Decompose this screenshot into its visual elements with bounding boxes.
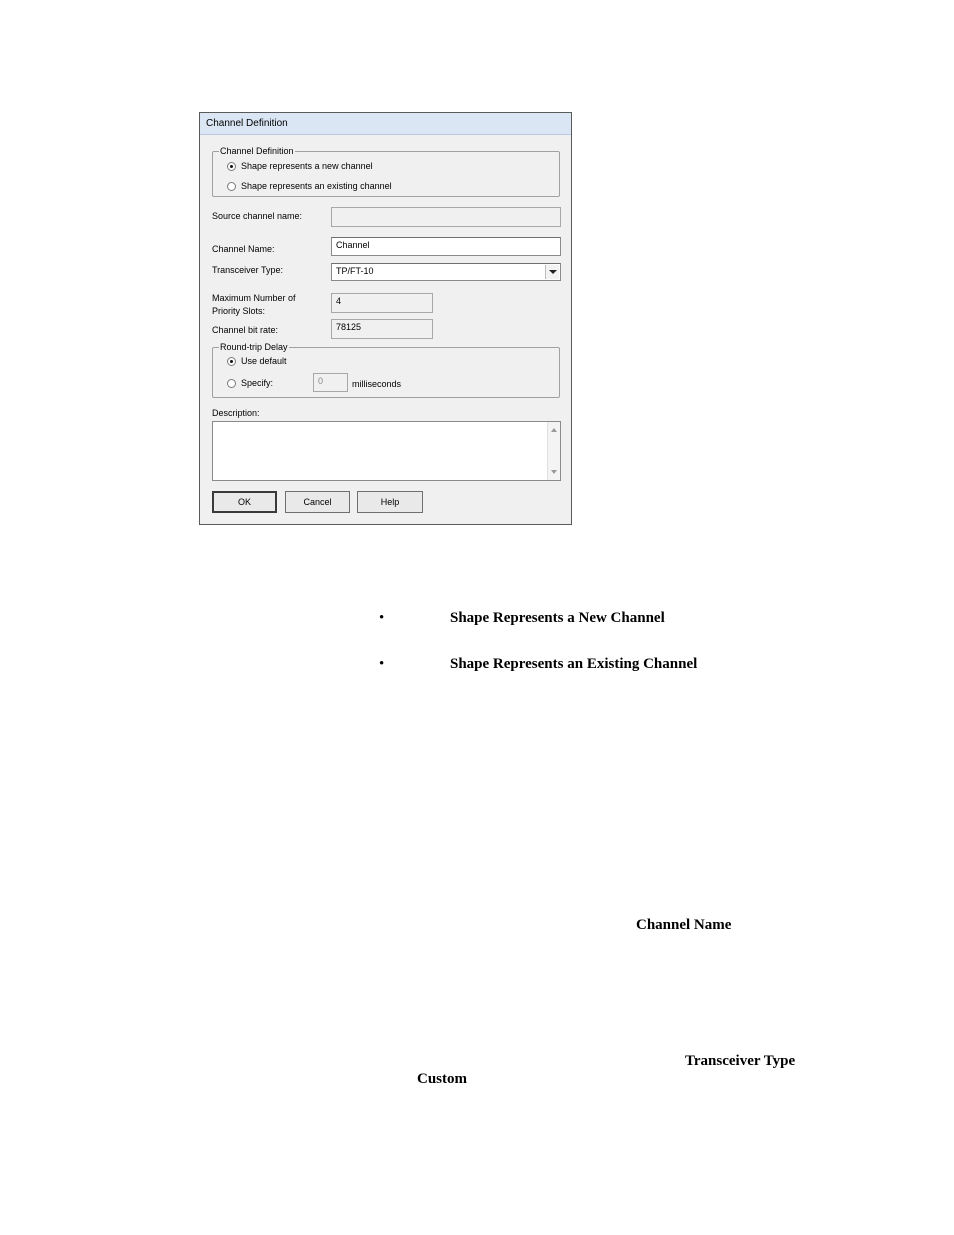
use-default-radio[interactable] xyxy=(227,357,236,366)
source-channel-input[interactable] xyxy=(331,207,561,227)
term-channel-name: Channel Name xyxy=(636,917,732,933)
max-priority-input[interactable]: 4 xyxy=(331,293,433,313)
dropdown-arrow-icon[interactable] xyxy=(545,265,559,279)
dialog-titlebar[interactable] xyxy=(200,113,571,135)
specify-delay-input[interactable]: 0 xyxy=(313,373,348,392)
bullet-existing-channel: Shape Represents an Existing Channel xyxy=(450,656,698,672)
channel-definition-legend: Channel Definition xyxy=(220,146,294,156)
existing-channel-label[interactable]: Shape represents an existing channel xyxy=(241,181,392,191)
transceiver-type-value: TP/FT-10 xyxy=(336,266,374,276)
new-channel-radio[interactable] xyxy=(227,162,236,171)
channel-name-label: Channel Name: xyxy=(212,244,275,254)
ok-button[interactable]: OK xyxy=(212,491,277,513)
bit-rate-input[interactable]: 78125 xyxy=(331,319,433,339)
max-priority-label-line1: Maximum Number of xyxy=(212,293,296,303)
transceiver-type-select[interactable] xyxy=(331,263,561,281)
channel-name-input[interactable]: Channel xyxy=(331,237,561,256)
round-trip-delay-legend: Round-trip Delay xyxy=(220,342,288,352)
term-custom: Custom xyxy=(417,1071,468,1087)
bullet-2-icon: • xyxy=(379,656,385,672)
dialog-title: Channel Definition xyxy=(206,118,288,129)
help-button[interactable]: Help xyxy=(357,491,423,513)
existing-channel-radio[interactable] xyxy=(227,182,236,191)
scroll-up-icon[interactable] xyxy=(551,428,557,432)
description-scrollbar[interactable] xyxy=(547,422,560,480)
round-trip-delay-group xyxy=(212,347,560,398)
term-transceiver-type: Transceiver Type xyxy=(685,1053,796,1069)
bullet-new-channel: Shape Represents a New Channel xyxy=(450,610,665,626)
scroll-down-icon[interactable] xyxy=(551,470,557,474)
channel-definition-dialog xyxy=(199,112,572,525)
description-label: Description: xyxy=(212,408,260,418)
source-channel-label: Source channel name: xyxy=(212,211,303,221)
bit-rate-label: Channel bit rate: xyxy=(212,325,279,335)
new-channel-label[interactable]: Shape represents a new channel xyxy=(241,161,373,171)
cancel-button[interactable]: Cancel xyxy=(285,491,350,513)
use-default-label[interactable]: Use default xyxy=(241,356,287,366)
max-priority-label-line2: Priority Slots: xyxy=(212,306,266,316)
bullet-1-icon: • xyxy=(379,610,385,626)
milliseconds-label: milliseconds xyxy=(352,379,402,389)
description-textarea[interactable] xyxy=(212,421,561,481)
specify-label[interactable]: Specify: xyxy=(241,378,274,388)
specify-radio[interactable] xyxy=(227,379,236,388)
transceiver-type-label: Transceiver Type: xyxy=(212,265,284,275)
